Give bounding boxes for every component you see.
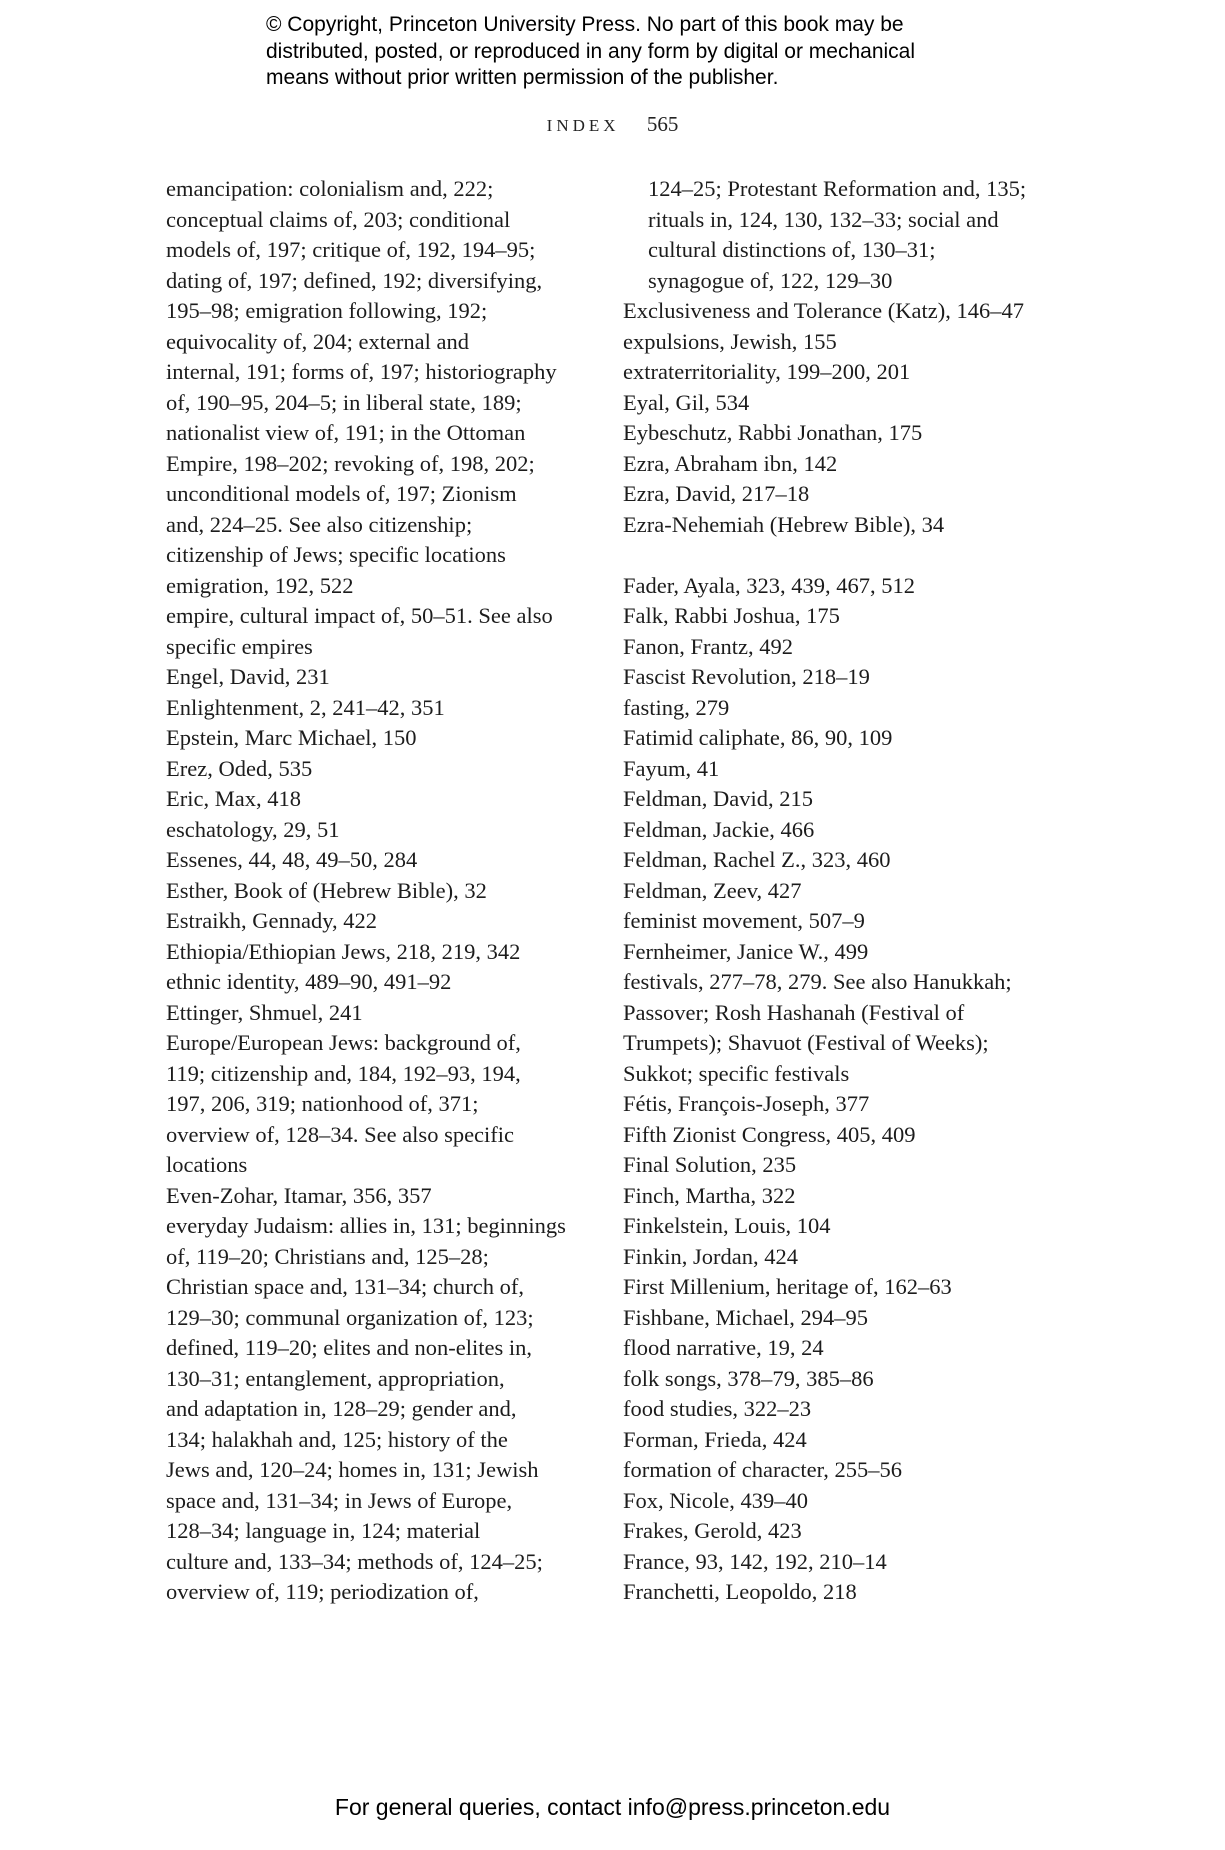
index-entry: Feldman, David, 215 bbox=[623, 786, 813, 811]
index-entry: emancipation: colonialism and, 222; conceptual claims of, 203; conditional models of, 197; critique of, 192, 194–95; dating of, 197; defined, 192; diversifying, 195–98; emigration following, 192; equivocality of, 204; external and internal, 191; forms of, 197; historiography of, 190–95, 204–5; in liberal state, 189; nationalist view of, 191; in the Ottoman Empire, 198–202; revoking of, 198, 202; unconditional models of, 197; Zionism and, 224–25. See also citizenship; citizenship of Jews; specific locations bbox=[166, 176, 557, 567]
index-entry: Fatimid caliphate, 86, 90, 109 bbox=[623, 725, 893, 750]
index-entry: formation of character, 255–56 bbox=[623, 1457, 902, 1482]
index-entry: Ezra, David, 217–18 bbox=[623, 481, 810, 506]
index-entry: Ethiopia/Ethiopian Jews, 218, 219, 342 bbox=[166, 938, 521, 964]
index-entry: Frakes, Gerold, 423 bbox=[623, 1518, 802, 1543]
footer-contact: For general queries, contact info@press.princeton.edu bbox=[334, 1794, 891, 1820]
index-entry-continuation: 124–25; Protestant Reformation and, 135; rituals in, 124, 130, 132–33; social and cultural distinctions of, 130–31; synagogue of, 122, 129–30 bbox=[648, 176, 1027, 293]
index-entry: empire, cultural impact of, 50–51. See also specific empires bbox=[166, 603, 553, 659]
index-entry: flood narrative, 19, 24 bbox=[623, 1335, 824, 1360]
index-entry: Final Solution, 235 bbox=[623, 1152, 797, 1177]
copyright-line: means without prior written permission of the publisher. bbox=[266, 66, 779, 89]
index-entry: emigration, 192, 522 bbox=[166, 572, 354, 598]
index-entry: Fifth Zionist Congress, 405, 409 bbox=[623, 1121, 916, 1147]
index-entry: Feldman, Zeev, 427 bbox=[623, 877, 802, 903]
index-entry: Fox, Nicole, 439–40 bbox=[623, 1487, 808, 1513]
index-entry: Europe/European Jews: background of, 119; citizenship and, 184, 192–93, 194, 197, 206, 319; nationhood of, 371; overview of, 128–34. See also specific locations bbox=[166, 1030, 521, 1177]
index-entry: Finkelstein, Louis, 104 bbox=[623, 1213, 831, 1238]
copyright-line: © Copyright, Princeton University Press. No part of this book may be bbox=[266, 13, 904, 36]
index-entry: Falk, Rabbi Joshua, 175 bbox=[623, 603, 840, 628]
running-head bbox=[0, 112, 1225, 137]
index-entry: Fader, Ayala, 323, 439, 467, 512 bbox=[623, 572, 915, 598]
index-entry: Feldman, Rachel Z., 323, 460 bbox=[623, 847, 891, 872]
index-column-right bbox=[623, 174, 1073, 1608]
index-entry: Ezra-Nehemiah (Hebrew Bible), 34 bbox=[623, 511, 945, 537]
index-entry: ethnic identity, 489–90, 491–92 bbox=[166, 969, 452, 994]
index-entry: Enlightenment, 2, 241–42, 351 bbox=[166, 694, 445, 720]
index-entry: France, 93, 142, 192, 210–14 bbox=[623, 1548, 887, 1574]
index-entry: Esther, Book of (Hebrew Bible), 32 bbox=[166, 877, 487, 903]
index-entry: Finkin, Jordan, 424 bbox=[623, 1243, 799, 1269]
running-head-label: INDEX bbox=[546, 116, 620, 135]
index-entry: Forman, Frieda, 424 bbox=[623, 1426, 807, 1452]
index-entry: Fascist Revolution, 218–19 bbox=[623, 664, 870, 689]
index-entry: Fétis, François-Joseph, 377 bbox=[623, 1091, 870, 1116]
index-entry: Eric, Max, 418 bbox=[166, 786, 301, 811]
index-entry: Finch, Martha, 322 bbox=[623, 1182, 796, 1208]
page-number: 565 bbox=[646, 112, 679, 136]
index-entry: Fanon, Frantz, 492 bbox=[623, 633, 793, 659]
copyright-line: distributed, posted, or reproduced in any form by digital or mechanical bbox=[266, 39, 916, 63]
index-entry: food studies, 322–23 bbox=[623, 1396, 812, 1421]
index-entry: Fernheimer, Janice W., 499 bbox=[623, 938, 869, 964]
copyright-notice bbox=[266, 12, 1026, 92]
index-entry: Eyal, Gil, 534 bbox=[623, 389, 750, 415]
index-entry: feminist movement, 507–9 bbox=[623, 908, 865, 933]
index-entry: Exclusiveness and Tolerance (Katz), 146–47 bbox=[623, 298, 1025, 323]
index-entry: Estraikh, Gennady, 422 bbox=[166, 908, 377, 933]
index-entry: Epstein, Marc Michael, 150 bbox=[166, 725, 417, 750]
index-entry: Essenes, 44, 48, 49–50, 284 bbox=[166, 847, 418, 872]
index-entry: Franchetti, Leopoldo, 218 bbox=[623, 1579, 857, 1604]
index-entry: fasting, 279 bbox=[623, 694, 730, 720]
index-entry: folk songs, 378–79, 385–86 bbox=[623, 1365, 874, 1391]
index-entry: extraterritoriality, 199–200, 201 bbox=[623, 359, 911, 384]
index-entry: Eybeschutz, Rabbi Jonathan, 175 bbox=[623, 420, 923, 445]
index-entry: Feldman, Jackie, 466 bbox=[623, 816, 815, 842]
index-entry: Ezra, Abraham ibn, 142 bbox=[623, 450, 838, 476]
index-entry: Fayum, 41 bbox=[623, 755, 720, 781]
index-entry: First Millenium, heritage of, 162–63 bbox=[623, 1274, 952, 1299]
index-entry: expulsions, Jewish, 155 bbox=[623, 328, 837, 354]
index-entry: Fishbane, Michael, 294–95 bbox=[623, 1304, 868, 1330]
index-entry: Engel, David, 231 bbox=[166, 664, 330, 689]
index-entry: Erez, Oded, 535 bbox=[166, 755, 313, 781]
index-entry: Even-Zohar, Itamar, 356, 357 bbox=[166, 1182, 432, 1208]
index-entry: festivals, 277–78, 279. See also Hanukkah; Passover; Rosh Hashanah (Festival of Trumpets); Shavuot (Festival of Weeks); Sukkot; specific festivals bbox=[623, 969, 1012, 1086]
index-entry: eschatology, 29, 51 bbox=[166, 816, 340, 842]
index-entry: Ettinger, Shmuel, 241 bbox=[166, 999, 363, 1025]
index-entry: everyday Judaism: allies in, 131; beginnings of, 119–20; Christians and, 125–28; Christian space and, 131–34; church of, 129–30; communal organization of, 123; defined, 119–20; elites and non-elites in, 130–31; entanglement, appropriation, and adaptation in, 128–29; gender and, 134; halakhah and, 125; history of the Jews and, 120–24; homes in, 131; Jewish space and, 131–34; in Jews of Europe, 128–34; language in, 124; material culture and, 133–34; methods of, 124–25; overview of, 119; periodization of, bbox=[166, 1213, 566, 1604]
index-column-left bbox=[166, 174, 596, 1608]
